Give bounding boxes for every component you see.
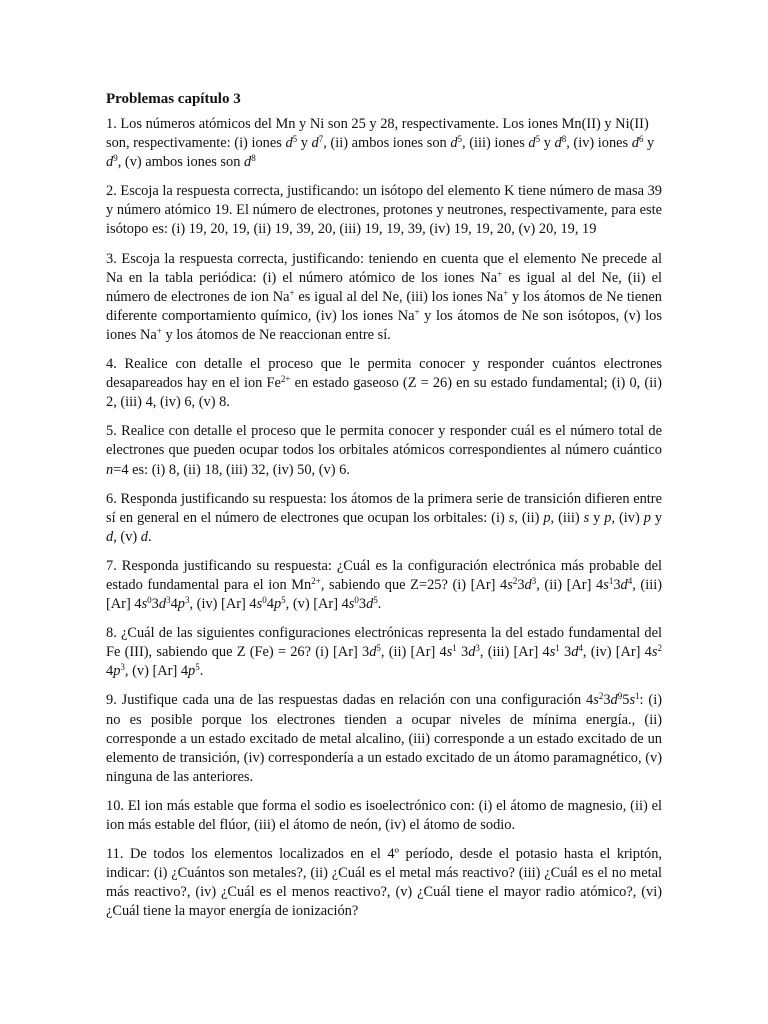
superscript: 5: [376, 643, 381, 654]
italic-symbol: d: [631, 135, 639, 152]
italic-symbol: d: [140, 528, 148, 545]
problem-text: es igual al del Ne, (iii) los iones Na: [294, 288, 504, 305]
superscript: 2: [657, 643, 662, 654]
italic-symbol: s: [603, 576, 609, 593]
problem-text: , (v) [Ar] 4: [285, 596, 349, 613]
problem-7: [106, 557, 662, 614]
italic-symbol: d: [244, 154, 252, 171]
superscript: 1: [452, 643, 457, 654]
superscript: 1: [608, 575, 614, 586]
problem-text: : (i) no es posible porque los electrones tienden a ocupar niveles de mínima energía., (ii) corresponde a un estado excitado de metal alcalino, (iii) corresponde a un estado excitado de un elemento de transición, (iv) correspondería a un estado excitado de un átomo paramagnético, (v) ninguna de las anteriores.: [106, 692, 662, 785]
problem-text: , (iii) [Ar] 4: [106, 576, 662, 613]
italic-symbol: p: [604, 509, 612, 526]
problem-text: y: [540, 135, 555, 152]
problem-text: 9. Justifique cada una de las respuestas dadas en relación con una configuración 4: [106, 692, 594, 709]
italic-symbol: s: [348, 596, 355, 613]
superscript: 3: [120, 662, 125, 673]
problem-text: 4: [266, 596, 274, 613]
problem-text: y: [643, 135, 655, 152]
problem-text: .: [377, 596, 382, 613]
superscript: 5: [281, 595, 286, 606]
italic-symbol: d: [369, 644, 377, 661]
problem-text: 6. Responda justificando su respuesta: los átomos de la primera serie de transición difieren entre sí en general en el número de electrones que ocupan los orbitales: (i): [106, 490, 662, 526]
superscript: 8: [561, 134, 567, 145]
problem-9: [106, 691, 662, 786]
superscript: 3: [166, 595, 171, 606]
superscript: 2+: [311, 575, 321, 586]
superscript: 9: [113, 153, 118, 164]
problem-text: 7. Responda justificando su respuesta: ¿Cuál es la configuración electrónica más probable del estado fundamental para el ion Mn: [106, 557, 662, 593]
italic-symbol: p: [273, 596, 282, 613]
superscript: 2: [598, 691, 604, 702]
superscript: 5: [373, 595, 378, 606]
superscript: 5: [535, 134, 541, 145]
italic-symbol: d: [106, 528, 114, 545]
problem-text: 3: [151, 596, 159, 613]
problem-text: =4 es: (i) 8, (ii) 18, (iii) 32, (iv) 50, (v) 6.: [113, 461, 350, 478]
italic-symbol: d: [528, 135, 536, 152]
problem-text: 3: [358, 596, 367, 613]
problem-text: 4: [106, 663, 114, 680]
italic-symbol: p: [177, 596, 185, 613]
problem-3: [106, 250, 662, 345]
problem-11: [106, 845, 662, 921]
superscript: 0: [354, 595, 359, 606]
problem-text: , (ii) [Ar] 4: [380, 644, 447, 661]
problem-text: y los átomos de Ne reaccionan entre sí.: [161, 326, 391, 343]
problem-text: , (iv): [611, 509, 644, 526]
superscript: +: [414, 306, 420, 317]
superscript: 7: [318, 134, 324, 145]
superscript: 1: [555, 643, 560, 654]
italic-symbol: s: [446, 644, 453, 661]
superscript: 2+: [280, 374, 291, 385]
problem-text: 3: [456, 644, 469, 661]
problem-4: [106, 355, 662, 412]
superscript: +: [497, 268, 503, 279]
problem-text: , (iii): [550, 509, 584, 526]
italic-symbol: d: [366, 596, 374, 613]
italic-symbol: d: [106, 154, 114, 171]
problem-text: , (iv) [Ar] 4: [189, 596, 257, 613]
superscript: +: [503, 287, 509, 298]
italic-symbol: d: [554, 135, 562, 152]
problem-list: [106, 115, 662, 921]
problem-text: , sabiendo que Z=25? (i) [Ar] 4: [320, 576, 508, 593]
document-body: [106, 90, 662, 931]
problem-text: 3: [559, 644, 572, 661]
italic-symbol: s: [549, 644, 556, 661]
problem-2: [106, 182, 662, 239]
problem-text: en estado gaseoso (Z = 26) en su estado fundamental; (i) 0, (ii) 2, (iii) 4, (iv) 6, (v) 8.: [106, 375, 662, 411]
superscript: 1: [635, 691, 640, 702]
problem-text: y: [297, 135, 312, 152]
superscript: 9: [617, 691, 623, 702]
superscript: 5: [457, 134, 463, 145]
problem-text: 3: [613, 576, 621, 593]
problem-text: , (v) [Ar] 4: [124, 663, 189, 680]
problem-text: 1. Los números atómicos del Mn y Ni son 25 y 28, respectivamente. Los iones Mn(II) y Ni(II) son, respectivamente: (i) iones: [106, 116, 649, 152]
page-title: Problemas capítulo 3: [106, 91, 241, 107]
superscript: 5: [292, 134, 298, 145]
problem-8: [106, 624, 662, 681]
italic-symbol: d: [610, 692, 618, 709]
italic-symbol: d: [158, 596, 167, 613]
italic-symbol: n: [106, 461, 114, 478]
problem-text: y: [589, 509, 605, 526]
problem-text: y: [650, 509, 663, 526]
superscript: +: [289, 287, 295, 298]
italic-symbol: d: [450, 135, 458, 152]
problem-text: , (v) ambos iones son: [117, 154, 245, 171]
superscript: +: [156, 325, 162, 336]
italic-symbol: s: [651, 644, 658, 661]
problem-10: [106, 797, 662, 835]
problem-1: [106, 115, 662, 172]
italic-symbol: d: [285, 135, 293, 152]
problem-text: 3: [603, 692, 611, 709]
problem-text: 3. Escoja la respuesta correcta, justificando: teniendo en cuenta que el elemento Ne precede al Na en la tabla periódica: (i) el número atómico de los iones Na: [106, 250, 662, 286]
superscript: 3: [531, 575, 537, 586]
italic-symbol: p: [543, 509, 551, 526]
italic-symbol: p: [113, 663, 121, 680]
problem-text: 4. Realice con detalle el proceso que le permita conocer y responder cuántos electrones desapareados hay en el ion Fe: [106, 356, 662, 392]
problem-text: , (iii) [Ar] 4: [479, 644, 550, 661]
italic-symbol: d: [571, 644, 579, 661]
italic-symbol: s: [256, 596, 263, 613]
superscript: 0: [262, 595, 267, 606]
italic-symbol: p: [643, 509, 651, 526]
problem-text: 8. ¿Cuál de las siguientes configuraciones electrónicas representa la del estado fundamental del Fe (III), sabiendo que Z (Fe) = 26? (i) [Ar] 3: [106, 625, 662, 661]
superscript: 4: [578, 643, 583, 654]
italic-symbol: s: [141, 596, 148, 613]
problem-5: [106, 422, 662, 479]
problem-text: 4: [170, 596, 178, 613]
problem-text: , (ii): [514, 509, 544, 526]
superscript: 0: [147, 595, 152, 606]
italic-symbol: d: [524, 576, 532, 593]
superscript: 2: [512, 575, 518, 586]
italic-symbol: s: [507, 576, 513, 593]
problem-text: y los átomos de Ne son isótopos, (v) los iones Na: [106, 307, 662, 343]
italic-symbol: d: [311, 135, 319, 152]
italic-symbol: s: [593, 692, 599, 709]
problem-text: 11. De todos los elementos localizados en el 4º período, desde el potasio hasta el kriptón, indicar: (i) ¿Cuántos son metales?, (ii) ¿Cuál es el metal más reactivo? (iii) ¿Cuál es el no metal más reactivo?, (iv) ¿Cuál es el menos reactivo?, (v) ¿Cuál tiene el mayor radio atómico?, (vi) ¿Cuál tiene la mayor energía de ionización?: [106, 846, 662, 920]
italic-symbol: d: [468, 644, 476, 661]
superscript: 6: [638, 134, 644, 145]
problem-text: 10. El ion más estable que forma el sodio es isoelectrónico con: (i) el átomo de magnesio, (ii) el ion más estable del flúor, (iii) el átomo de neón, (iv) el átomo de sodio.: [106, 797, 662, 833]
italic-symbol: s: [508, 509, 515, 526]
superscript: 3: [184, 595, 190, 606]
problem-text: 3: [517, 576, 525, 593]
superscript: 3: [475, 643, 480, 654]
problem-text: es igual al del Ne, (ii) el número de electrones de ion Na: [106, 269, 662, 305]
superscript: 4: [627, 575, 633, 586]
problem-6: [106, 490, 662, 547]
italic-symbol: s: [629, 692, 636, 709]
problem-text: y los átomos de Ne tienen diferente comportamiento químico, (iv) los iones Na: [106, 288, 662, 324]
problem-text: .: [147, 528, 152, 545]
problem-text: 2. Escoja la respuesta correcta, justificando: un isótopo del elemento K tiene número de masa 39 y número atómico 19. El número de electrones, protones y neutrones, respectivamente, para este isótopo es: (i) 19, 20, 19, (ii) 19, 39, 20, (iii) 19, 19, 39, (iv) 19, 19, 20, (v) 20, 19, 19: [106, 183, 662, 238]
italic-symbol: s: [583, 509, 590, 526]
problem-text: .: [199, 663, 204, 680]
superscript: 5: [195, 662, 200, 673]
problem-text: , (ii) ambos iones son: [323, 135, 451, 152]
problem-text: 5. Realice con detalle el proceso que le permita conocer y responder cuál es el número total de electrones que pueden ocupar todos los orbitales atómicos correspondientes al número cuántico: [106, 423, 662, 459]
problem-text: , (iv) [Ar] 4: [582, 644, 652, 661]
superscript: 8: [251, 153, 256, 164]
problem-text: 5: [622, 692, 630, 709]
italic-symbol: d: [620, 576, 628, 593]
italic-symbol: p: [188, 663, 196, 680]
problem-text: , (iv) iones: [566, 135, 632, 152]
problem-text: , (ii) [Ar] 4: [536, 576, 604, 593]
problem-text: , (v): [113, 528, 141, 545]
problem-text: , (iii) iones: [462, 135, 529, 152]
